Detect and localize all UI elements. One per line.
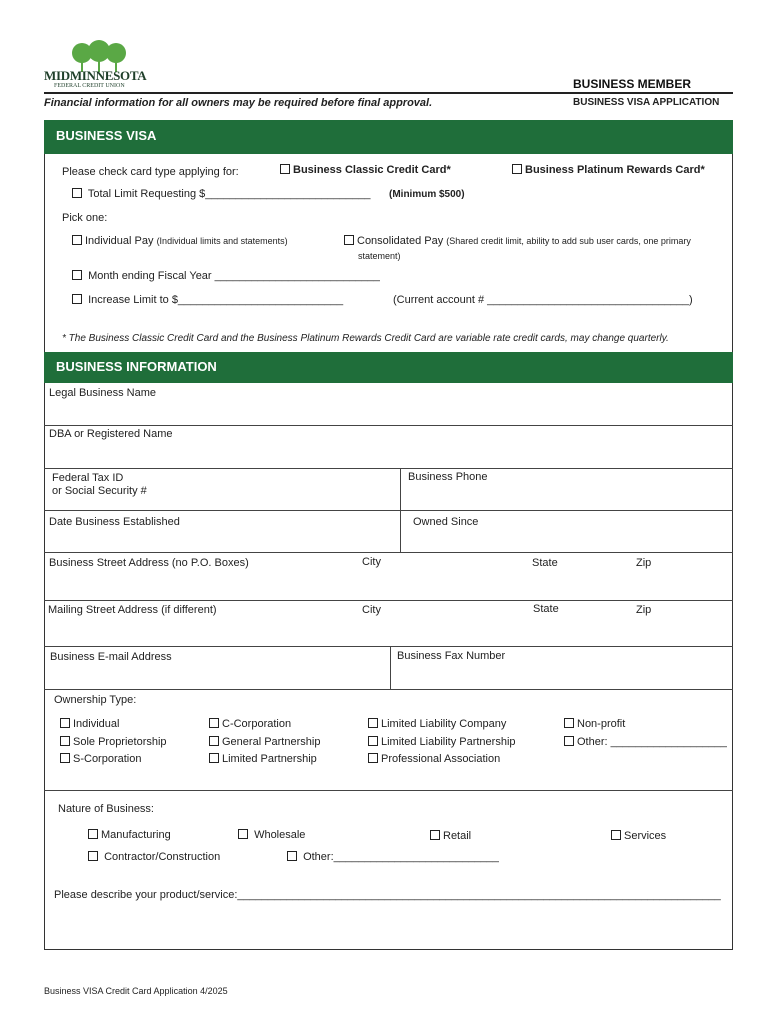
checkbox[interactable] <box>60 736 70 746</box>
classic-card-option[interactable]: Business Classic Credit Card* <box>280 164 451 176</box>
checkbox[interactable] <box>611 830 621 840</box>
mailing-city-label: City <box>362 604 381 616</box>
checkbox[interactable] <box>564 718 574 728</box>
footer-text: Business VISA Credit Card Application 4/2025 <box>44 986 228 996</box>
increase-limit-option[interactable]: Increase Limit to $___________________________ <box>72 294 343 306</box>
tax-id-label: Federal Tax ID <box>52 472 124 484</box>
ownership-llc[interactable]: Limited Liability Company <box>368 718 506 730</box>
total-limit-checkbox[interactable] <box>72 188 82 198</box>
pick-one-label: Pick one: <box>62 212 108 224</box>
mailing-zip-label: Zip <box>636 604 652 616</box>
logo <box>44 40 154 92</box>
street-address-label: Business Street Address (no P.O. Boxes) <box>49 557 249 569</box>
variable-rate-footnote: * The Business Classic Credit Card and the Business Platinum Rewards Credit Card are variable rate credit cards, may change quarterly. <box>62 333 669 344</box>
approval-notice: Financial information for all owners may be required before final approval. <box>44 97 433 109</box>
city-label: City <box>362 556 381 568</box>
business-info-header: BUSINESS INFORMATION <box>44 352 733 383</box>
checkbox[interactable] <box>209 718 219 728</box>
ownership-other[interactable]: Other: ___________________ <box>564 736 727 748</box>
minimum-note: (Minimum $500) <box>389 189 465 200</box>
nature-manufacturing[interactable]: Manufacturing <box>88 829 171 841</box>
individual-pay-checkbox[interactable] <box>72 235 82 245</box>
logo-subtext: FEDERAL CREDIT UNION <box>54 83 125 89</box>
state-label: State <box>532 557 558 569</box>
checkbox[interactable] <box>368 736 378 746</box>
describe-product-field[interactable]: Please describe your product/service:_______________________________________________________________________________ <box>54 889 721 901</box>
platinum-card-checkbox[interactable] <box>512 164 522 174</box>
increase-limit-checkbox[interactable] <box>72 294 82 304</box>
nature-of-business-label: Nature of Business: <box>58 803 154 815</box>
logo-text: MIDMINNESOTA <box>44 68 147 83</box>
form-title: BUSINESS MEMBER <box>573 77 692 91</box>
platinum-card-option[interactable]: Business Platinum Rewards Card* <box>512 164 705 176</box>
business-phone-label: Business Phone <box>408 471 488 483</box>
classic-card-checkbox[interactable] <box>280 164 290 174</box>
owned-since-label: Owned Since <box>413 516 479 528</box>
mailing-address-label: Mailing Street Address (if different) <box>48 604 217 616</box>
form-subtitle: BUSINESS VISA APPLICATION <box>573 97 720 108</box>
checkbox[interactable] <box>88 851 98 861</box>
card-type-prompt: Please check card type applying for: <box>62 166 239 178</box>
legal-name-label: Legal Business Name <box>49 387 157 399</box>
business-visa-header: BUSINESS VISA <box>44 120 733 154</box>
current-account-field[interactable]: (Current account # _________________________________) <box>393 294 693 306</box>
checkbox[interactable] <box>209 736 219 746</box>
email-label: Business E-mail Address <box>50 651 172 663</box>
date-established-label: Date Business Established <box>49 516 180 528</box>
ownership-sole-proprietorship[interactable]: Sole Proprietorship <box>60 736 167 748</box>
consolidated-pay-option[interactable]: Consolidated Pay (Shared credit limit, ability to add sub user cards, one primary <box>344 235 691 247</box>
checkbox[interactable] <box>564 736 574 746</box>
ownership-limited-partnership[interactable]: Limited Partnership <box>209 753 317 765</box>
nature-services[interactable]: Services <box>611 830 666 842</box>
checkbox[interactable] <box>368 753 378 763</box>
fiscal-year-option[interactable]: Month ending Fiscal Year ___________________________ <box>72 270 380 282</box>
ownership-type-label: Ownership Type: <box>54 694 137 706</box>
ownership-non-profit[interactable]: Non-profit <box>564 718 625 730</box>
ownership-individual[interactable]: Individual <box>60 718 119 730</box>
ownership-s-corporation[interactable]: S-Corporation <box>60 753 141 765</box>
consolidated-pay-note-cont: statement) <box>358 251 401 261</box>
checkbox[interactable] <box>368 718 378 728</box>
checkbox[interactable] <box>88 829 98 839</box>
fax-label: Business Fax Number <box>397 650 506 662</box>
ownership-professional-association[interactable]: Professional Association <box>368 753 500 765</box>
checkbox[interactable] <box>287 851 297 861</box>
ownership-llp[interactable]: Limited Liability Partnership <box>368 736 516 748</box>
nature-contractor[interactable]: Contractor/Construction <box>88 851 220 863</box>
checkbox[interactable] <box>430 830 440 840</box>
individual-pay-option[interactable]: Individual Pay (Individual limits and statements) <box>72 235 288 247</box>
mailing-state-label: State <box>533 603 559 615</box>
checkbox[interactable] <box>238 829 248 839</box>
checkbox[interactable] <box>209 753 219 763</box>
nature-retail[interactable]: Retail <box>430 830 471 842</box>
tax-id-label-2: or Social Security # <box>52 485 147 497</box>
zip-label: Zip <box>636 557 652 569</box>
fiscal-year-checkbox[interactable] <box>72 270 82 280</box>
nature-other[interactable]: Other:___________________________ <box>287 851 499 863</box>
consolidated-pay-checkbox[interactable] <box>344 235 354 245</box>
total-limit-option[interactable]: Total Limit Requesting $___________________________ <box>72 188 370 200</box>
checkbox[interactable] <box>60 718 70 728</box>
ownership-c-corporation[interactable]: C-Corporation <box>209 718 291 730</box>
checkbox[interactable] <box>60 753 70 763</box>
nature-wholesale[interactable]: Wholesale <box>238 829 305 841</box>
dba-label: DBA or Registered Name <box>49 428 173 440</box>
ownership-general-partnership[interactable]: General Partnership <box>209 736 320 748</box>
header-rule <box>44 92 733 94</box>
